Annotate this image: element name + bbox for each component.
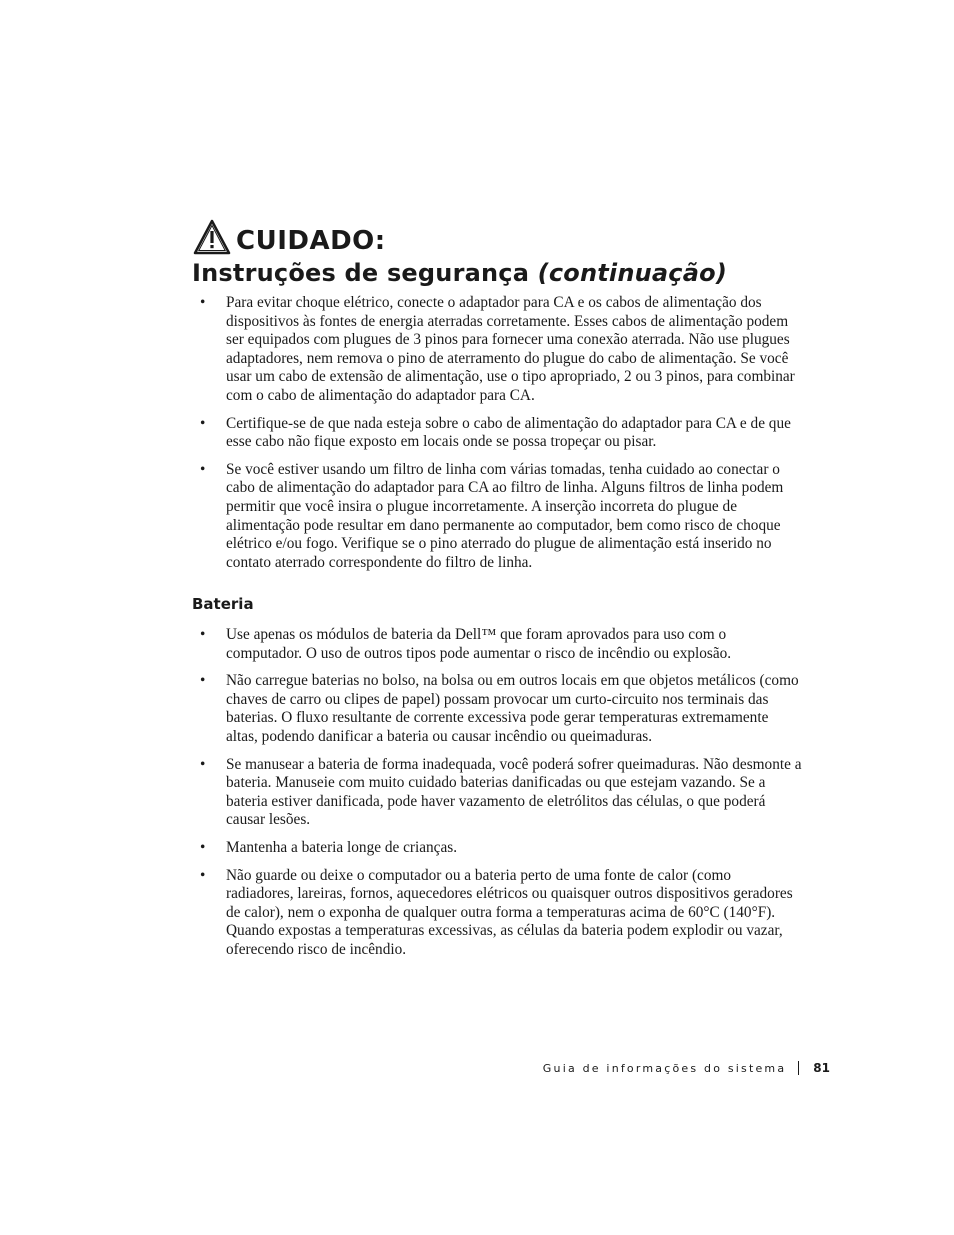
list-item: [192, 415, 802, 452]
list-item: [192, 672, 802, 746]
list-item-text: Se você estiver usando um filtro de linha com várias tomadas, tenha cuidado ao conectar o cabo de alimentação do adaptador para CA ao filtro de linha. Alguns filtros de linha podem permitir que você insira o plugue incorretamente. A inserção incorreta do plugue de alimentação pode resultar em dano permanente ao computador, bem como risco de choque elétrico e/ou fogo. Verifique se o pino aterrado do plugue de alimentação está inserido no contato aterrado correspondente do filtro de linha.: [226, 460, 784, 571]
section-title-battery: Bateria: [192, 595, 254, 613]
bullet: •: [200, 755, 206, 773]
bullet: •: [200, 866, 206, 884]
warning-triangle-icon: [192, 218, 232, 256]
list-item: [192, 756, 802, 830]
list-item-text: Não carregue baterias no bolso, na bolsa ou em outros locais em que objetos metálicos (como chaves de carro ou clipes de papel) possam provocar um curto-circuito nos terminais das baterias. O fluxo resultante de corrente excessiva pode gerar temperaturas extremamente altas, podendo danificar a bateria ou causar incêndio ou queimaduras.: [226, 672, 799, 745]
list-item: [192, 626, 802, 663]
list-item-text: Se manusear a bateria de forma inadequada, você poderá sofrer queimaduras. Não desmonte a bateria. Manuseie com muito cuidado baterias danificadas ou que estejam vazando. Se a bateria estiver danificada, pode haver vazamento de eletrólitos das células, o que poderá causar lesões.: [226, 755, 802, 829]
list-item-text: Use apenas os módulos de bateria da Dell™ que foram aprovados para uso com o computador. O uso de outros tipos pode aumentar o risco de incêndio ou explosão.: [226, 626, 732, 662]
caution-label: CUIDADO:: [236, 226, 386, 256]
list-item: [192, 867, 802, 960]
list-item-text: Mantenha a bateria longe de crianças.: [226, 838, 458, 856]
list-item: [192, 461, 802, 573]
bullet: •: [200, 672, 206, 690]
bullet: •: [200, 460, 206, 478]
list-item: [192, 294, 802, 406]
bullet: •: [200, 414, 206, 432]
list-item-text: Não guarde ou deixe o computador ou a bateria perto de uma fonte de calor (como radiadores, lareiras, fornos, aquecedores elétricos ou quaisquer outros dispositivos geradores de calor), nem o exponha de qualquer outra forma a temperaturas acima de 60°C (140°F). Quando expostas a temperaturas excessivas, as células da bateria podem explodir ou vazar, oferecendo risco de incêndio.: [226, 866, 793, 958]
page-footer: [543, 1061, 830, 1075]
bullet: •: [200, 294, 206, 311]
battery-list: [192, 626, 802, 969]
caution-line: [192, 214, 832, 256]
list-item-text: Certifique-se de que nada esteja sobre o cabo de alimentação do adaptador para CA e de que esse cabo não fique exposto em locais onde se possa tropeçar ou pisar.: [226, 414, 791, 451]
bullet: •: [200, 626, 206, 643]
footer-divider: [798, 1061, 799, 1075]
list-item: [192, 839, 802, 858]
page-number: 81: [813, 1061, 830, 1075]
title-text: Instruções de segurança: [192, 259, 530, 287]
list-item-text: Para evitar choque elétrico, conecte o adaptador para CA e os cabos de alimentação dos dispositivos às fontes de energia aterradas corretamente. Esses cabos de alimentação podem ser equipados com plugues de 3 pinos para fornecer uma conexão aterrada. Não use plugues adaptadores, nem remova o pino de aterramento do plugue do cabo de alimentação. Se você usar um cabo de extensão de alimentação, use o tipo apropriado, 2 ou 3 pinos, para combinar com o cabo de alimentação do adaptador para CA.: [226, 294, 795, 404]
footer-title: Guia de informações do sistema: [542, 1061, 787, 1075]
safety-list: [192, 294, 802, 581]
title-continuation: (continuação): [537, 259, 727, 287]
page-title: [192, 258, 832, 288]
bullet: •: [200, 838, 206, 856]
page-heading: [192, 214, 832, 288]
